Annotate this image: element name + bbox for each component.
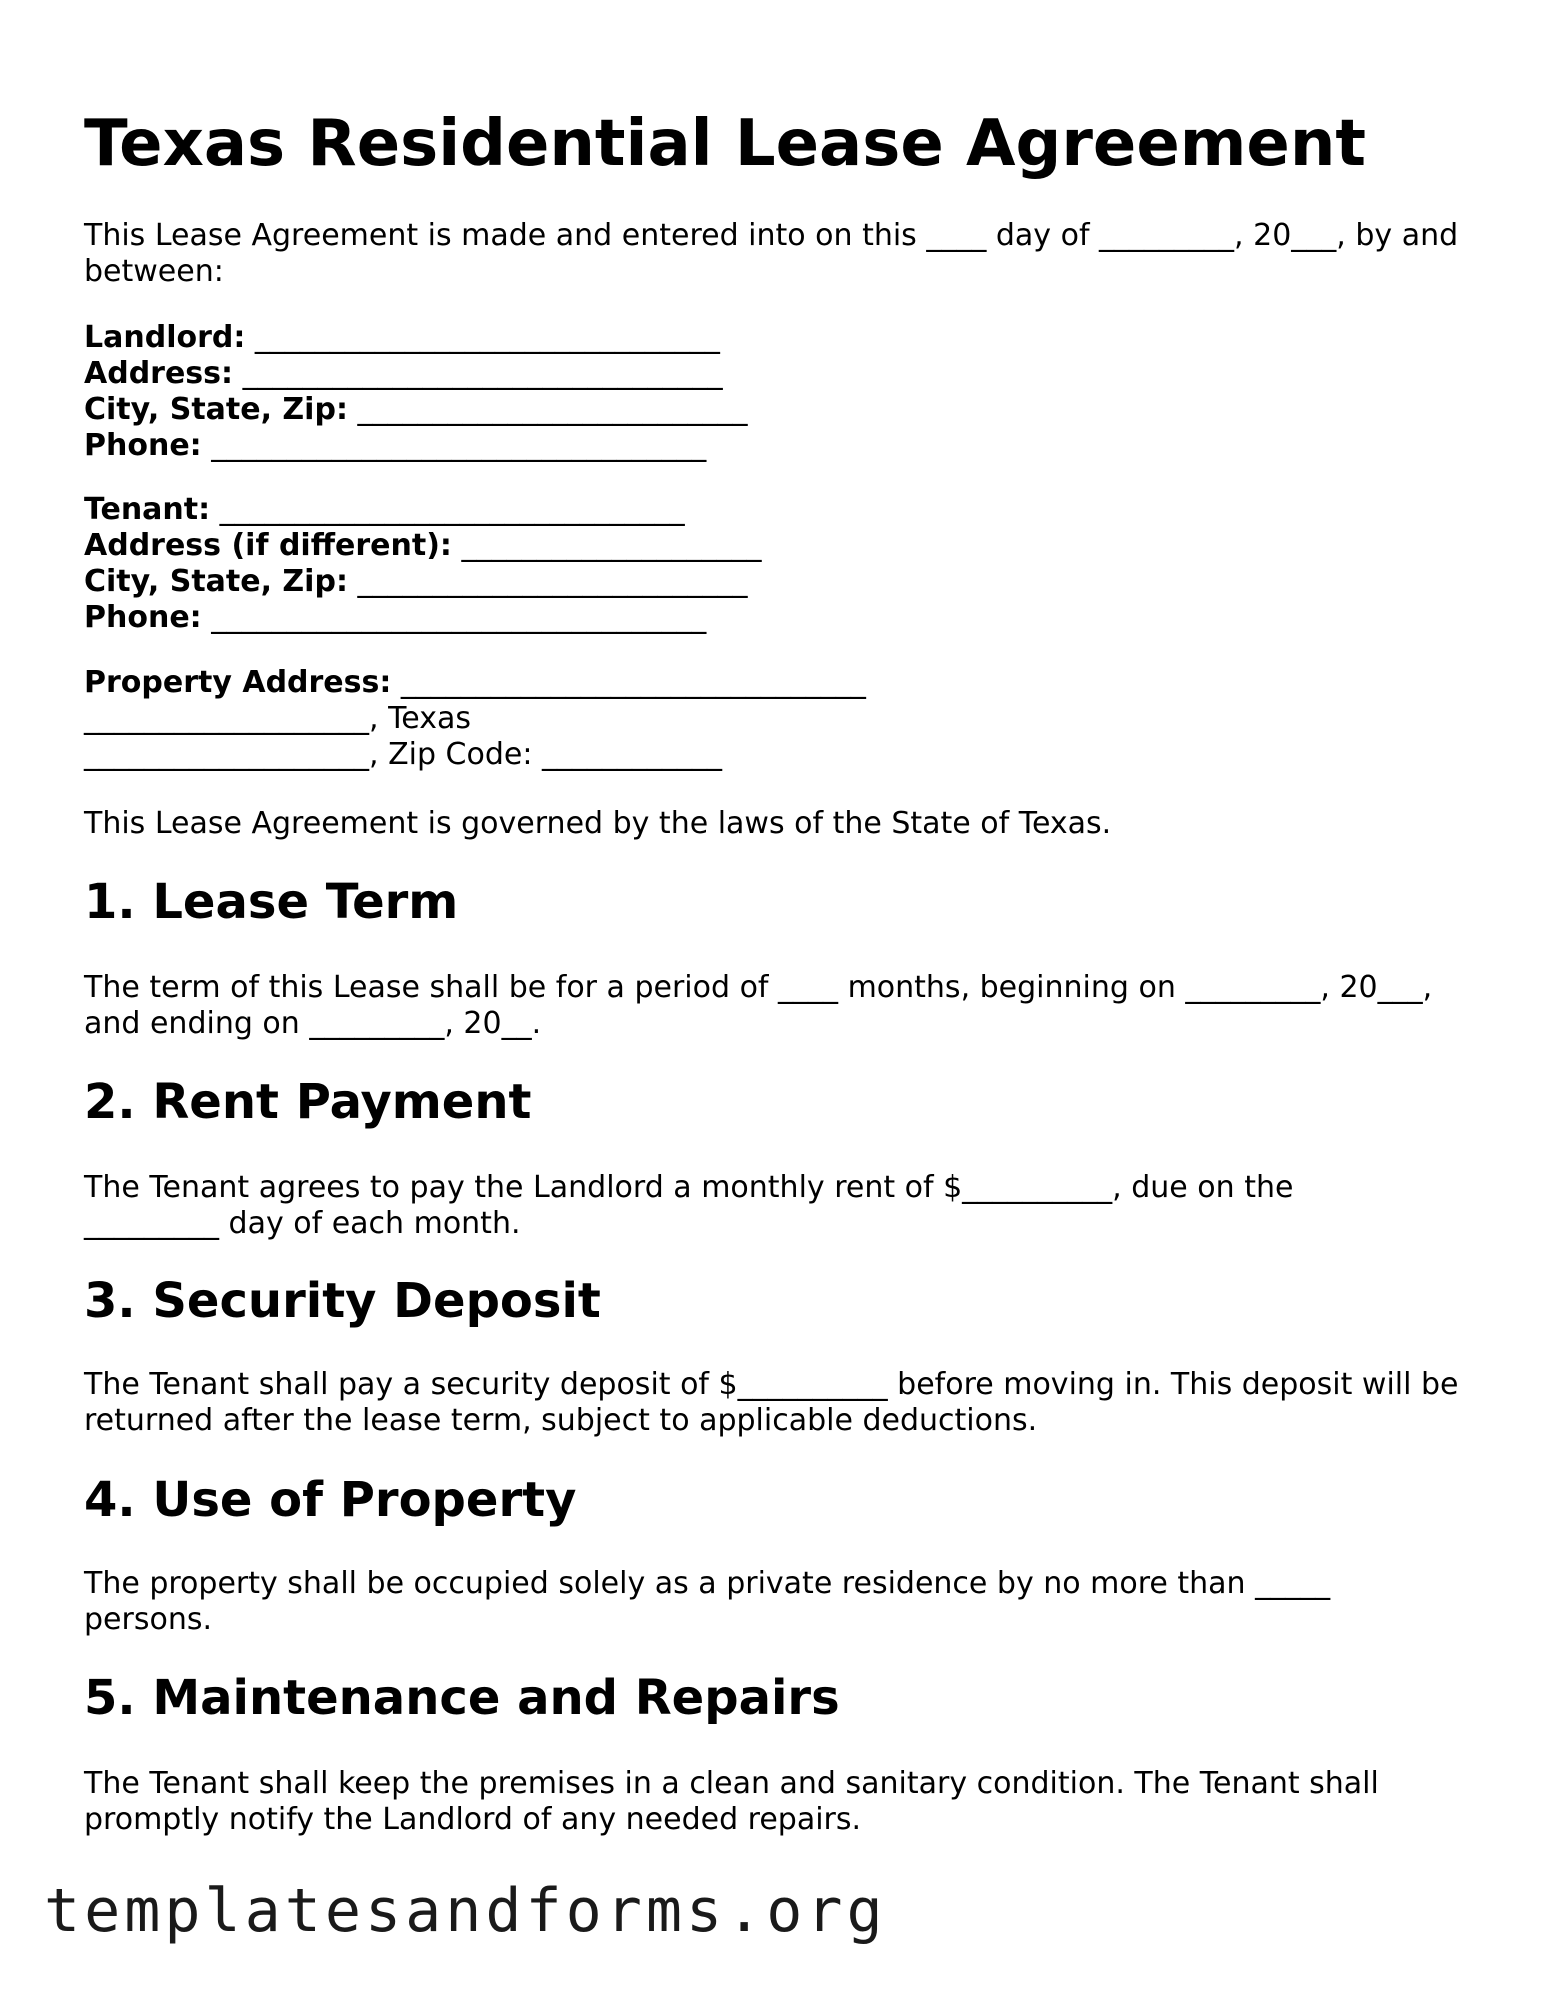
fill-blank: ____________________ <box>451 528 762 563</box>
page-title: Texas Residential Lease Agreement <box>84 107 1366 181</box>
fill-blank: __________________________ <box>347 564 748 599</box>
property-block <box>84 665 866 773</box>
property-city-row: ___________________, Texas <box>84 701 471 736</box>
fill-blank: _______________________________ <box>245 320 720 355</box>
landlord-name-row <box>84 320 747 356</box>
tenant-phone-row <box>84 600 761 636</box>
fill-blank: ________________________________ <box>233 356 723 391</box>
landlord-address-row <box>84 356 747 392</box>
field-label: Phone: <box>84 428 202 463</box>
section-heading: 1. Lease Term <box>84 874 459 930</box>
fill-blank: _______________________________ <box>391 665 866 700</box>
property-zip-row: ___________________, Zip Code: ____________ <box>84 737 722 772</box>
section-body: The Tenant shall keep the premises in a clean and sanitary condition. The Tenant shall promptly notify the Landlord of any needed repairs. <box>84 1766 1379 1837</box>
field-label: Tenant: <box>84 492 211 527</box>
tenant-block <box>84 492 761 636</box>
field-label: Property Address: <box>84 665 392 700</box>
section-heading: 4. Use of Property <box>84 1472 577 1528</box>
section-body: The term of this Lease shall be for a period of ____ months, beginning on _________, 20___, and ending on _________, 20__. <box>84 970 1433 1041</box>
fill-blank: _________________________________ <box>201 428 707 463</box>
field-label: Address: <box>84 356 234 391</box>
section-body: The Tenant shall pay a security deposit of $__________ before moving in. This deposit will be returned after the lease term, subject to applicable deductions. <box>84 1367 1459 1438</box>
tenant-city-row <box>84 564 761 600</box>
governing-law-paragraph: This Lease Agreement is governed by the laws of the State of Texas. <box>84 806 1112 841</box>
watermark-text: templatesandforms.org <box>44 1876 887 1946</box>
section-body: The property shall be occupied solely as a private residence by no more than _____ persons. <box>84 1566 1331 1637</box>
section-heading: 2. Rent Payment <box>84 1074 532 1130</box>
field-label: Address (if different): <box>84 528 452 563</box>
section-body: The Tenant agrees to pay the Landlord a monthly rent of $__________, due on the _________ day of each month. <box>84 1170 1294 1241</box>
fill-blank: __________________________ <box>347 392 748 427</box>
property-address-row <box>84 665 866 701</box>
tenant-address-row <box>84 528 761 564</box>
section-heading: 5. Maintenance and Repairs <box>84 1670 840 1726</box>
landlord-block <box>84 320 747 464</box>
intro-paragraph: This Lease Agreement is made and entered into on this ____ day of _________, 20___, by and between: <box>84 218 1459 289</box>
fill-blank: _________________________________ <box>201 600 707 635</box>
fill-blank: _______________________________ <box>210 492 685 527</box>
field-label: City, State, Zip: <box>84 392 348 427</box>
section-heading: 3. Security Deposit <box>84 1273 601 1329</box>
field-label: Landlord: <box>84 320 246 355</box>
tenant-name-row <box>84 492 761 528</box>
field-label: City, State, Zip: <box>84 564 348 599</box>
field-label: Phone: <box>84 600 202 635</box>
landlord-phone-row <box>84 428 747 464</box>
landlord-city-row <box>84 392 747 428</box>
